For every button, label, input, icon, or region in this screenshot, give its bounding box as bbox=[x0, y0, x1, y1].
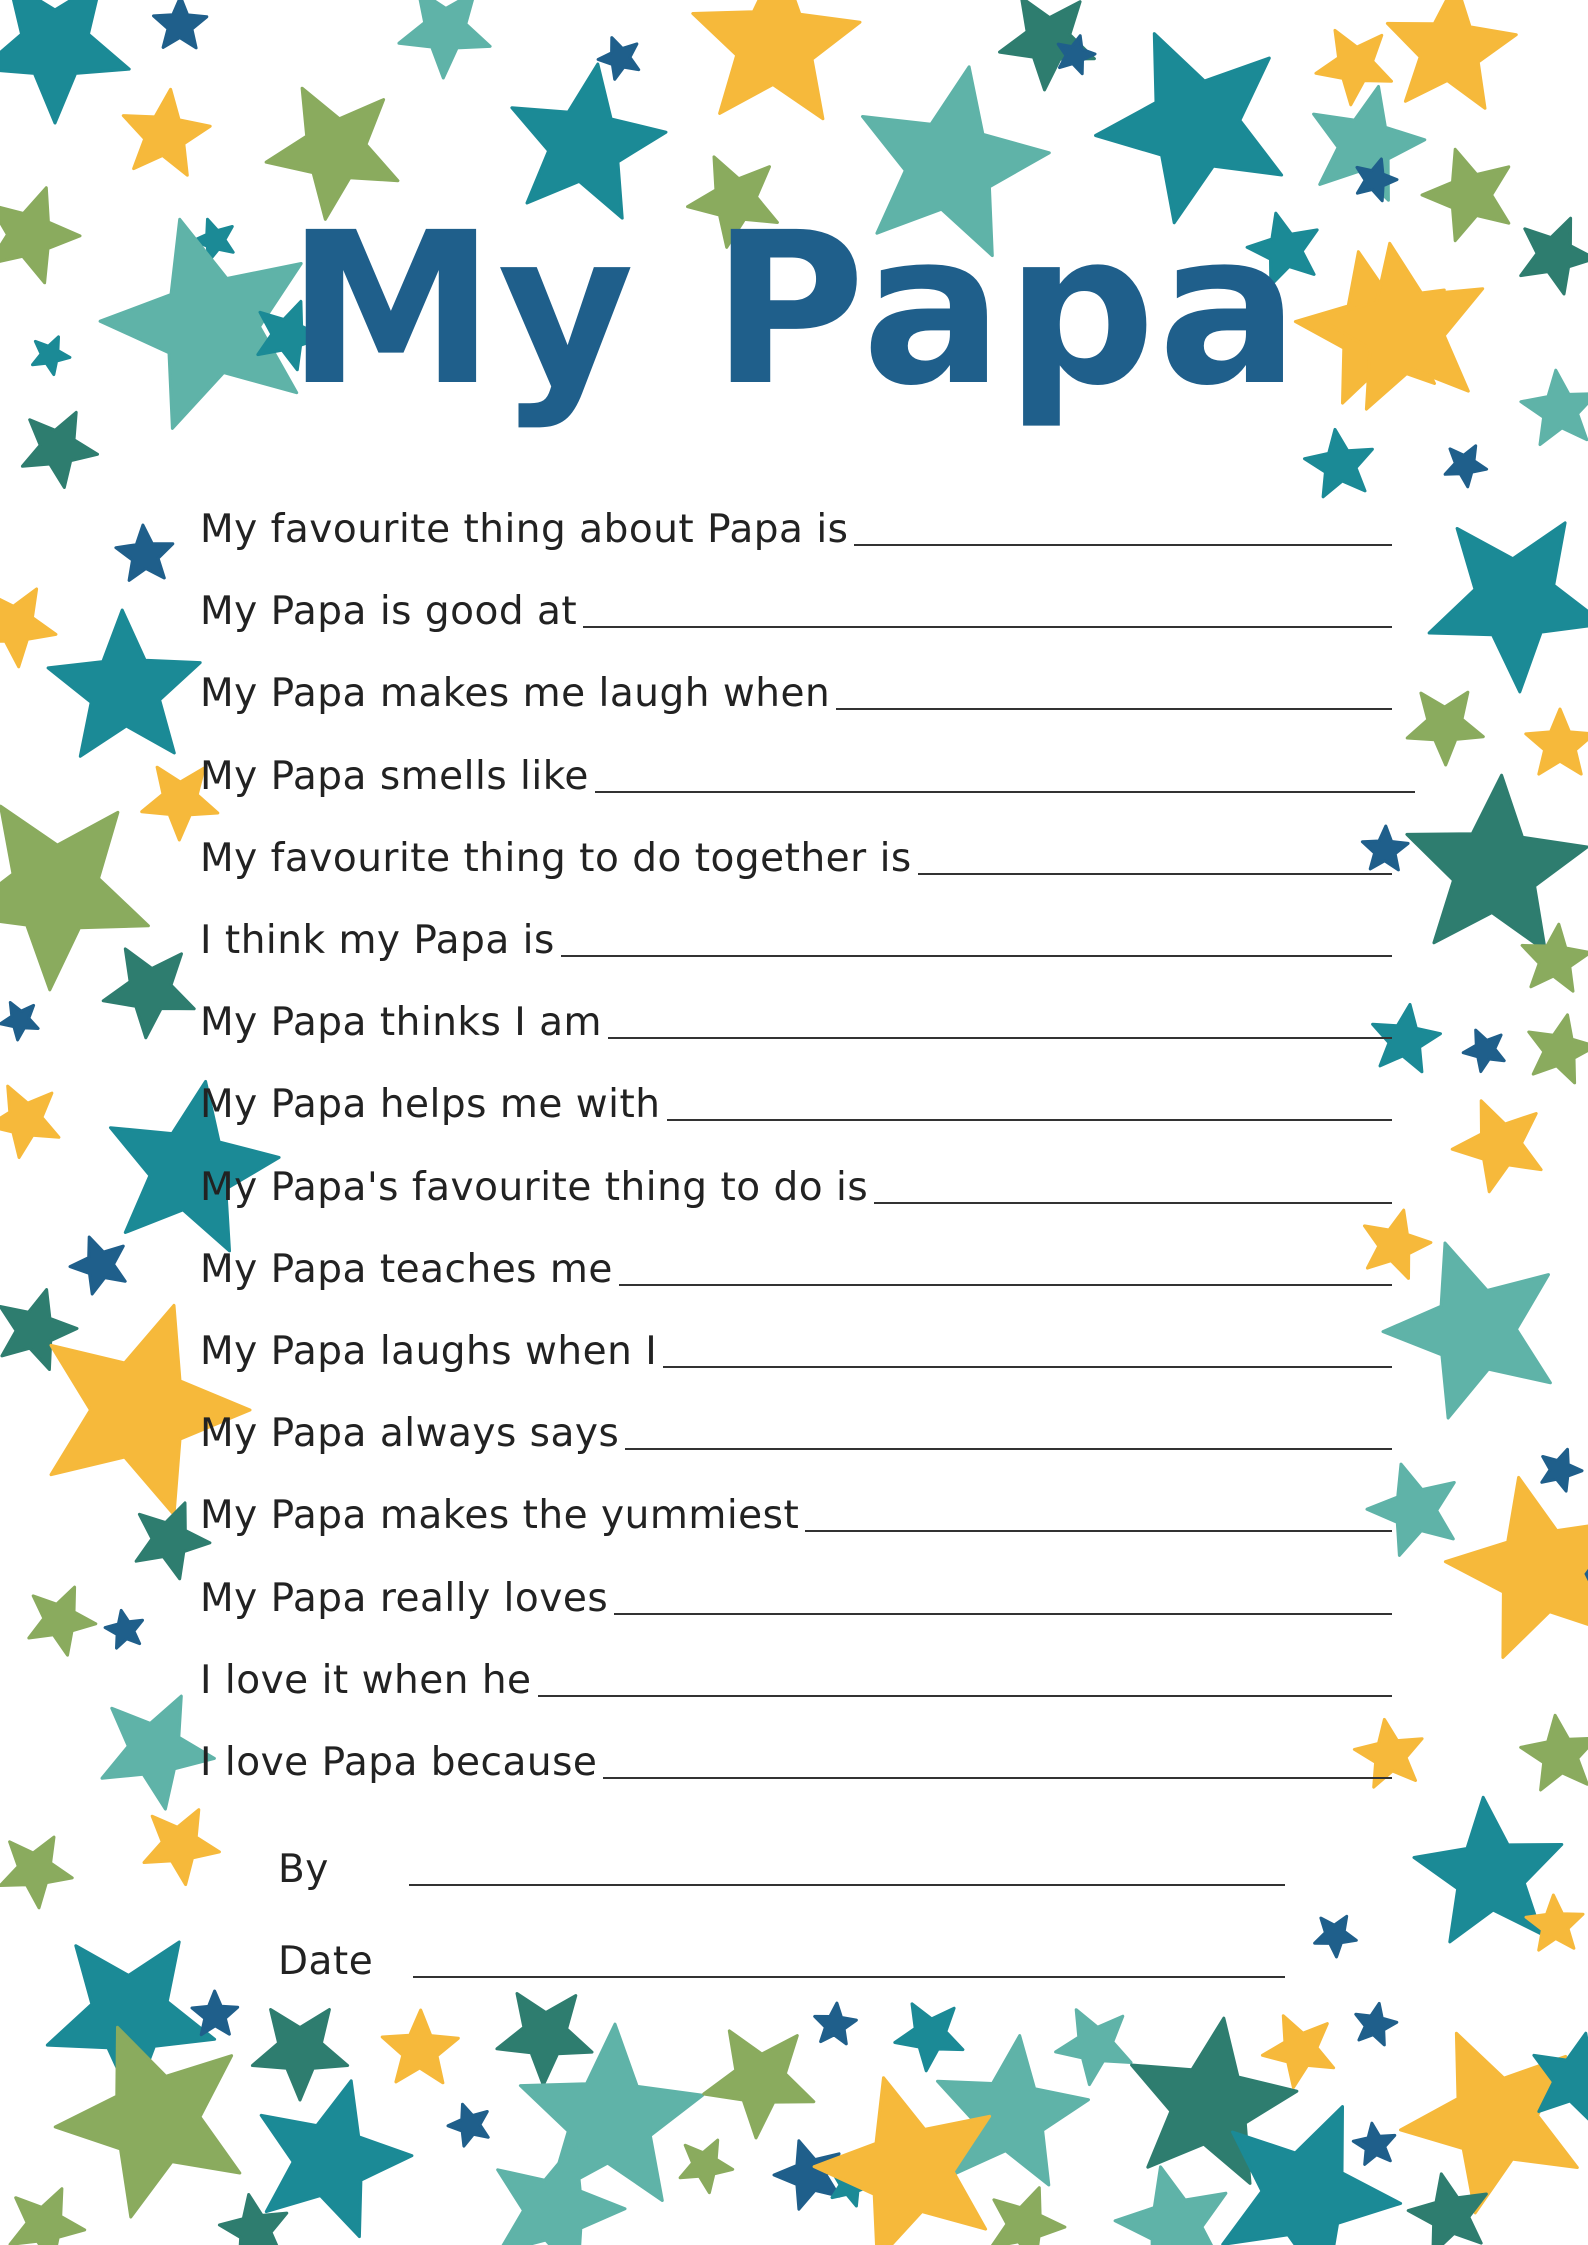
star-icon bbox=[144, 1810, 219, 1885]
page-title: My Papa bbox=[286, 187, 1302, 432]
prompt-label: I love it when he bbox=[200, 1658, 532, 1704]
answer-line[interactable] bbox=[874, 1202, 1392, 1204]
prompt-row[interactable] bbox=[200, 739, 1415, 799]
star-icon bbox=[1356, 2003, 1397, 2045]
prompt-row[interactable] bbox=[200, 903, 1392, 963]
star-icon bbox=[1407, 692, 1483, 765]
prompt-row[interactable] bbox=[200, 656, 1392, 716]
prompt-row[interactable] bbox=[200, 1150, 1392, 1210]
prompt-label: My Papa really loves bbox=[200, 1576, 609, 1622]
star-icon bbox=[693, 0, 860, 119]
prompt-row[interactable] bbox=[200, 492, 1392, 552]
star-icon bbox=[10, 2189, 85, 2245]
answer-line[interactable] bbox=[805, 1530, 1392, 1532]
answer-line[interactable] bbox=[836, 708, 1392, 710]
answer-line[interactable] bbox=[603, 1777, 1392, 1779]
prompt-label: My Papa smells like bbox=[200, 754, 589, 800]
star-icon bbox=[103, 949, 194, 1038]
star-icon bbox=[0, 589, 56, 667]
star-icon bbox=[102, 1696, 214, 1809]
prompt-row[interactable] bbox=[200, 1561, 1392, 1621]
prompt-label: My Papa always says bbox=[200, 1411, 620, 1457]
star-icon bbox=[448, 2104, 488, 2146]
prompt-row[interactable] bbox=[200, 1396, 1392, 1456]
answer-line[interactable] bbox=[918, 873, 1392, 875]
star-icon bbox=[1315, 1916, 1357, 1957]
star-icon bbox=[22, 412, 97, 487]
by-field[interactable] bbox=[278, 1832, 1285, 1892]
star-icon bbox=[1305, 429, 1373, 496]
star-icon bbox=[252, 2010, 347, 2101]
star-icon bbox=[598, 38, 639, 80]
star-icon bbox=[1387, 0, 1516, 108]
answer-line[interactable] bbox=[619, 1284, 1392, 1286]
answer-line[interactable] bbox=[667, 1119, 1393, 1121]
answer-line[interactable] bbox=[538, 1695, 1392, 1697]
prompt-label: My Papa is good at bbox=[200, 589, 578, 635]
star-icon bbox=[1529, 1015, 1588, 1083]
star-icon bbox=[895, 2004, 963, 2071]
star-icon bbox=[55, 2027, 240, 2217]
star-icon bbox=[1463, 1030, 1504, 1072]
star-icon bbox=[123, 89, 210, 175]
prompt-row[interactable] bbox=[200, 1725, 1392, 1785]
star-icon bbox=[0, 1003, 38, 1040]
star-icon bbox=[1115, 2167, 1226, 2245]
prompt-label: My Papa helps me with bbox=[200, 1082, 661, 1128]
answer-line[interactable] bbox=[561, 955, 1392, 957]
date-line[interactable] bbox=[413, 1976, 1285, 1978]
prompt-row[interactable] bbox=[200, 1478, 1392, 1538]
prompt-row[interactable] bbox=[200, 1643, 1392, 1703]
star-icon bbox=[1521, 1715, 1588, 1790]
prompt-label: My favourite thing about Papa is bbox=[200, 507, 849, 553]
star-icon bbox=[1262, 2016, 1333, 2088]
star-icon bbox=[105, 1610, 142, 1648]
star-icon bbox=[0, 1086, 59, 1157]
star-icon bbox=[70, 1237, 125, 1294]
prompt-row[interactable] bbox=[200, 1314, 1392, 1374]
star-icon bbox=[992, 2188, 1065, 2245]
star-icon bbox=[1445, 446, 1487, 487]
star-icon bbox=[136, 1503, 210, 1579]
star-icon bbox=[815, 2003, 857, 2044]
answer-line[interactable] bbox=[625, 1448, 1392, 1450]
star-icon bbox=[680, 2140, 733, 2193]
answer-line[interactable] bbox=[614, 1613, 1392, 1615]
star-icon bbox=[154, 0, 207, 48]
star-icon bbox=[1526, 709, 1588, 774]
star-icon bbox=[497, 1994, 592, 2086]
prompt-label: My Papa makes the yummiest bbox=[200, 1493, 800, 1539]
answer-line[interactable] bbox=[663, 1366, 1392, 1368]
star-icon bbox=[382, 2010, 458, 2083]
prompt-row[interactable] bbox=[200, 985, 1392, 1045]
star-icon bbox=[116, 525, 173, 580]
date-field[interactable] bbox=[278, 1924, 1285, 1984]
star-icon bbox=[704, 2031, 814, 2138]
star-icon bbox=[29, 1587, 96, 1655]
prompt-label: My Papa makes me laugh when bbox=[200, 671, 831, 717]
prompt-row[interactable] bbox=[200, 1232, 1392, 1292]
prompt-label: My favourite thing to do together is bbox=[200, 836, 912, 882]
star-icon bbox=[1452, 1101, 1541, 1192]
prompt-label: I think my Papa is bbox=[200, 918, 555, 964]
star-icon bbox=[1526, 1895, 1583, 1950]
prompt-row[interactable] bbox=[200, 574, 1392, 634]
prompt-label: I love Papa because bbox=[200, 1740, 598, 1786]
by-label: By bbox=[278, 1847, 329, 1893]
star-icon bbox=[1429, 523, 1588, 692]
star-icon bbox=[48, 610, 200, 756]
answer-line[interactable] bbox=[608, 1037, 1392, 1039]
prompt-label: My Papa thinks I am bbox=[200, 1000, 602, 1046]
star-icon bbox=[0, 0, 129, 123]
star-icon bbox=[1056, 2010, 1131, 2085]
date-label: Date bbox=[278, 1939, 374, 1985]
prompt-label: My Papa laughs when I bbox=[200, 1329, 658, 1375]
answer-line[interactable] bbox=[854, 544, 1392, 546]
star-icon bbox=[1445, 1477, 1588, 1657]
prompt-row[interactable] bbox=[200, 821, 1392, 881]
star-icon bbox=[0, 1837, 72, 1908]
prompt-label: My Papa's favourite thing to do is bbox=[200, 1165, 869, 1211]
prompt-row[interactable] bbox=[200, 1067, 1392, 1127]
answer-line[interactable] bbox=[595, 791, 1415, 793]
answer-line[interactable] bbox=[583, 626, 1392, 628]
star-icon bbox=[399, 0, 490, 78]
by-line[interactable] bbox=[409, 1884, 1285, 1886]
star-icon bbox=[1353, 2123, 1395, 2164]
star-icon bbox=[1542, 1449, 1582, 1491]
prompt-label: My Papa teaches me bbox=[200, 1247, 613, 1293]
